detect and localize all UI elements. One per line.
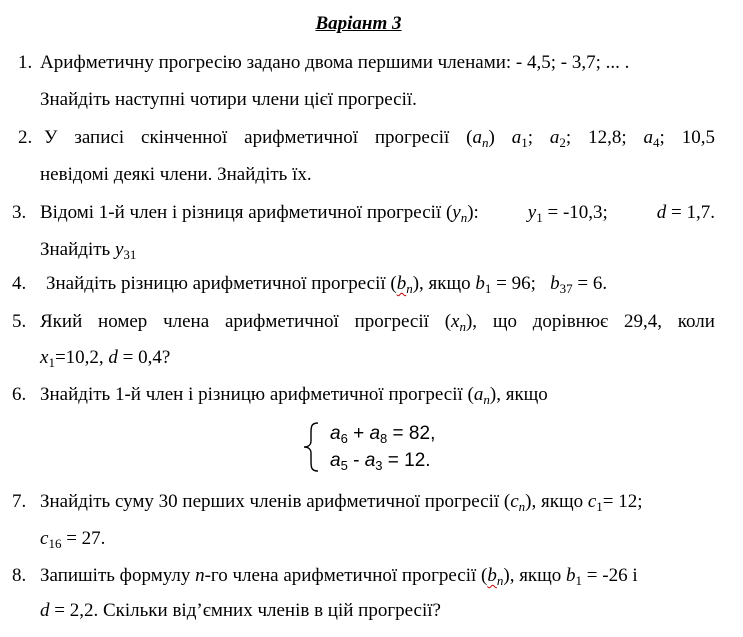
item-3-number: 3. (12, 202, 27, 223)
item-2-number: 2. (18, 127, 33, 148)
item-5-number: 5. (12, 311, 27, 332)
item-4-line-1: Знайдіть різницю арифметичної прогресії $(b_n)$, якщо $b_1 = 96$; $b_{37} = 6$. (46, 273, 608, 296)
item-2-line-2: невідомі деякі члени. Знайдіть їх. (40, 164, 312, 185)
item-5-line-2: $x_1=10,2$, d = 0,4? (40, 347, 171, 370)
item-5-line-1: Який номер члена арифметичної прогресії $(x_n)$, що дорівнює 29,4, коли (40, 311, 715, 334)
item-7-line-1: Знайдіть суму 30 перших членів арифметичної прогресії $(c_n)$, якщо $c_1= 12$; (40, 491, 643, 514)
item-4-number: 4. (12, 273, 27, 294)
item-7-line-2: $c_{16} = 27$. (40, 528, 106, 551)
sequence-notation: $(a_n)$ (466, 127, 495, 150)
system-equation-1: $a_6 + a_8 = 82$, (330, 423, 436, 446)
item-1-line-2: Знайдіть наступні чотири члени цієї прогресії. (40, 89, 417, 110)
item-3-line-2: Знайдіть $y_{31}$ (40, 239, 137, 262)
item-2-line-1: У записі скінченної арифметичної прогресії $(a_n)$ $a_1$; $a_2$; 12,8; $a_4$; 10,5 (44, 127, 715, 150)
item-1-number: 1. (18, 52, 33, 73)
item-6-number: 6. (12, 384, 27, 405)
page-title: Варіант 3 (315, 13, 402, 34)
item-6-line-1: Знайдіть 1-й член і різницю арифметичної прогресії $(a_n)$, якщо (40, 384, 548, 407)
curly-brace-icon (300, 421, 322, 473)
item-3-line-1: Відомі 1-й член і різниця арифметичної прогресії $(y_n)$: $y_1 = -10,3$; d = 1,7. (40, 202, 715, 225)
item-7-number: 7. (12, 491, 27, 512)
item-1-line-1: Арифметичну прогресію задано двома першими членами: - 4,5; - 3,7; ... . (40, 52, 630, 73)
equation-system (300, 421, 500, 479)
item-8-number: 8. (12, 565, 27, 586)
system-equation-2: $a_5 - a_3 = 12$. (330, 450, 431, 473)
item-8-line-2: d = 2,2. Скільки від’ємних членів в цій прогресії? (40, 600, 441, 621)
item-8-line-1: Запишіть формулу n-го члена арифметичної прогресії $(b_n)$, якщо $b_1 = -26$ і (40, 565, 638, 588)
